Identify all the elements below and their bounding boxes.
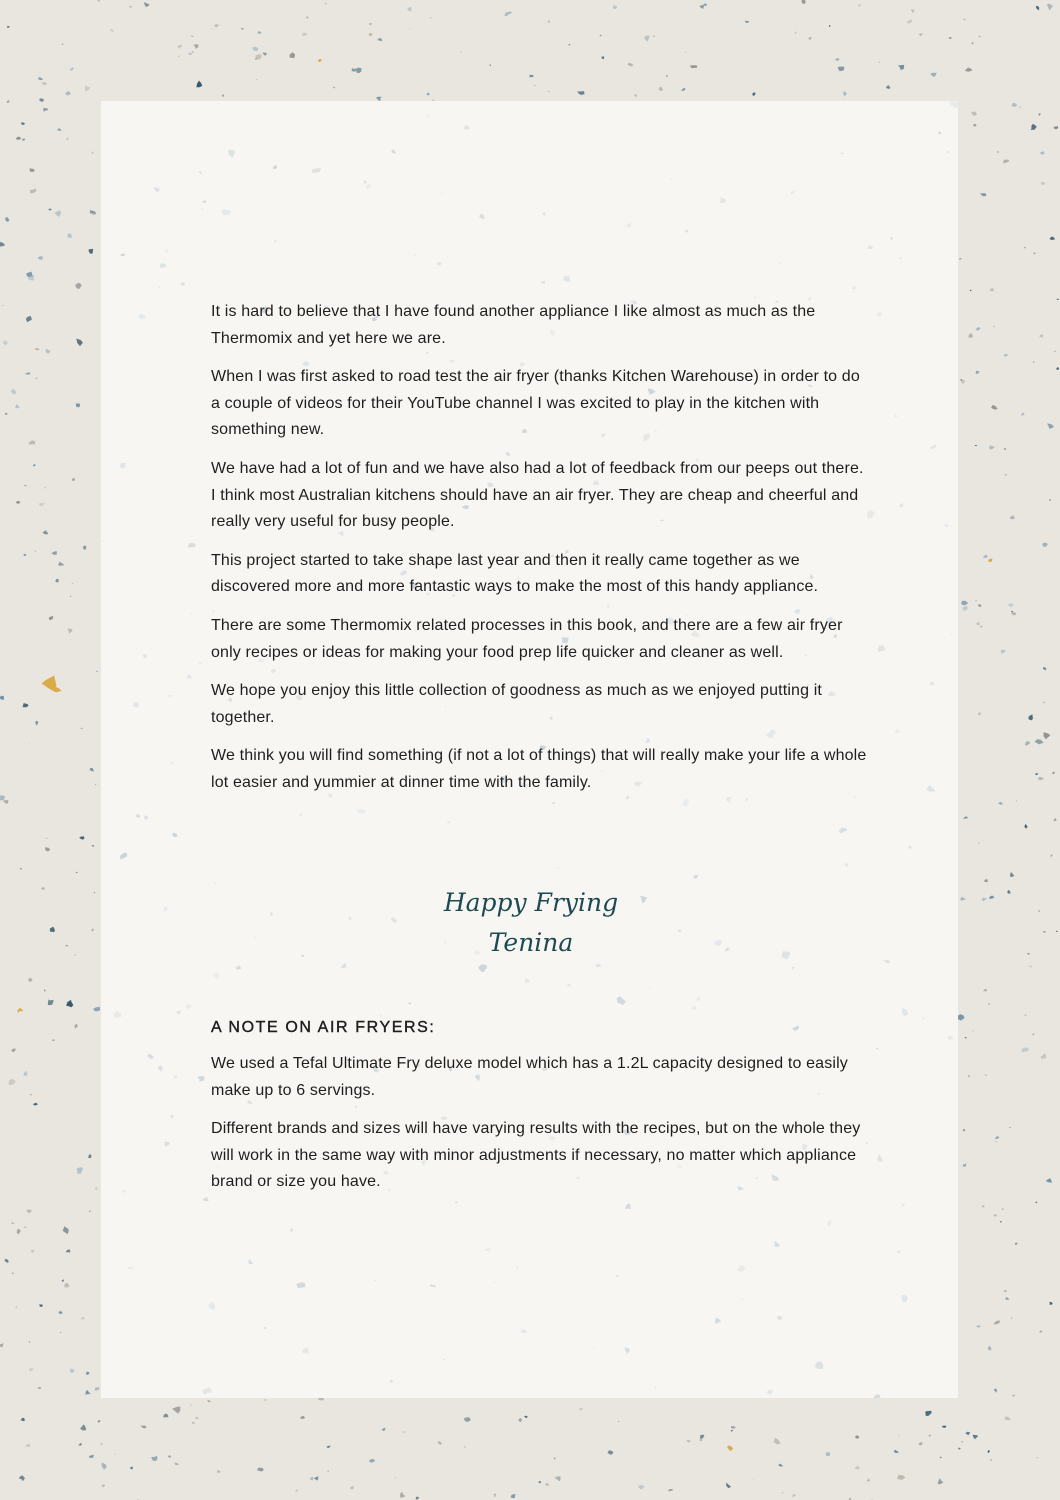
page-panel: [101, 101, 958, 1398]
body-paragraph: It is hard to believe that I have found another appliance I like almost as much as the Thermomix and yet here we are.: [211, 303, 816, 347]
note-heading: A NOTE ON AIR FRYERS:: [211, 1019, 436, 1036]
signoff: [211, 883, 851, 963]
body-paragraph: We hope you enjoy this little collection of goodness as much as we enjoyed putting it together.: [211, 682, 823, 726]
body-paragraph: There are some Thermomix related processes in this book, and there are a few air fryer only recipes or ideas for making your food prep life quicker and cleaner as well.: [211, 616, 843, 661]
intro-text: [211, 299, 871, 809]
body-paragraph: We think you will find something (if not a lot of things) that will really make your life a whole lot easier and yummier at dinner time with the family.: [211, 747, 867, 791]
air-fryer-note: [211, 1015, 871, 1208]
signoff-name: Tenina: [488, 928, 574, 957]
note-paragraph: Different brands and sizes will have varying results with the recipes, but on the whole they will work in the same way with minor adjustments if necessary, no matter which appliance brand or size you have.: [211, 1120, 861, 1191]
note-paragraph: We used a Tefal Ultimate Fry deluxe model which has a 1.2L capacity designed to easily make up to 6 servings.: [211, 1055, 848, 1099]
signoff-greeting: Happy Frying: [443, 888, 619, 917]
body-paragraph: We have had a lot of fun and we have also had a lot of feedback from our peeps out there. I think most Australian kitchens should have an air fryer. They are cheap and cheerful and really very useful for busy people.: [211, 459, 864, 531]
body-paragraph: When I was first asked to road test the air fryer (thanks Kitchen Warehouse) in order to do a couple of videos for their YouTube channel I was excited to play in the kitchen with something new.: [211, 368, 860, 439]
body-paragraph: This project started to take shape last year and then it really came together as we discovered more and more fantastic ways to make the most of this handy appliance.: [211, 551, 819, 596]
